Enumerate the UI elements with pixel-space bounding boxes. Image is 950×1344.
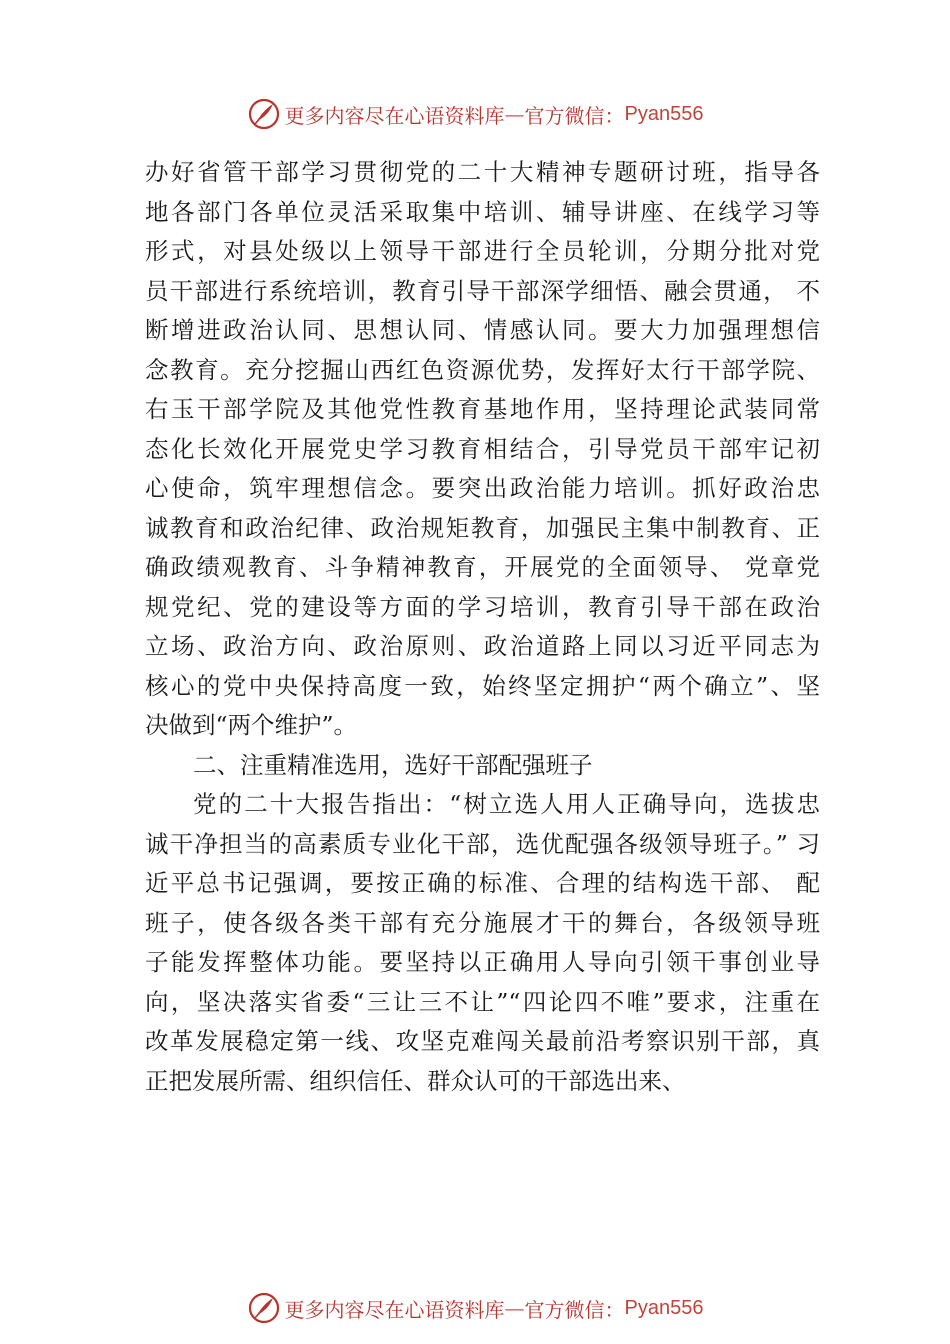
text-line: 办好省管干部学习贯彻党的二十大精神专题研讨班，指导各 xyxy=(145,158,820,186)
text-line: 立场、政治方向、政治原则、政治道路上同以习近平同志为 xyxy=(145,632,820,660)
text-line: 正把发展所需、组织信任、群众认可的干部选出来、 xyxy=(145,1066,686,1095)
watermark-wechat-id: Pyan556 xyxy=(624,102,704,125)
watermark-main-text: 更多内容尽在心语资料库 xyxy=(284,103,505,128)
text-line: 形式，对县处级以上领导干部进行全员轮训，分期分批对党 xyxy=(145,237,820,265)
text-line: 决做到“两个维护”。 xyxy=(145,711,358,739)
text-line: 向，坚决落实省委“三让三不让”“四论四不唯”要求，注重在 xyxy=(145,987,820,1016)
watermark-banner-top xyxy=(0,94,950,134)
text-line: 念教育。充分挖掘山西红色资源优势，发挥好太行干部学院、 xyxy=(145,355,820,384)
text-line: 规党纪、党的建设等方面的学习培训，教育引导干部在政治 xyxy=(145,592,820,621)
text-line: 诚教育和政治纪律、政治规矩教育，加强民主集中制教育、正 xyxy=(145,513,820,542)
watermark-main-text: 更多内容尽在心语资料库 xyxy=(284,1297,505,1322)
text-line: 党的二十大报告指出：“树立选人用人正确导向，选拔忠 xyxy=(193,790,820,818)
text-line: 确政绩观教育、斗争精神教育，开展党的全面领导、 党章党 xyxy=(145,553,820,581)
text-line: 子能发挥整体功能。要坚持以正确用人导向引领干事创业导 xyxy=(145,948,820,976)
text-line: 改革发展稳定第一线、攻坚克难闯关最前沿考察识别干部，真 xyxy=(145,1027,820,1055)
watermark-banner-bottom xyxy=(0,1288,950,1328)
feather-logo-icon xyxy=(247,1291,281,1325)
text-line: 右玉干部学院及其他党性教育基地作用，坚持理论武装同常 xyxy=(145,395,820,423)
text-line: 断增进政治认同、思想认同、情感认同。要大力加强理想信 xyxy=(145,316,820,344)
text-line: 员干部进行系统培训，教育引导干部深学细悟、融会贯通， 不 xyxy=(145,276,820,305)
watermark-sub-text: 官方微信： xyxy=(524,103,625,128)
text-line: 班子，使各级各类干部有充分施展才干的舞台，各级领导班 xyxy=(145,908,820,937)
text-line: 诚干净担当的高素质专业化干部，选优配强各级领导班子。” 习 xyxy=(145,829,820,858)
text-line: 态化长效化开展党史学习教育相结合，引导党员干部牢记初 xyxy=(145,434,820,463)
document-body xyxy=(145,153,820,1101)
section-heading: 二、注重精准选用，选好干部配强班子 xyxy=(193,750,593,779)
watermark-dash: — xyxy=(504,1296,525,1320)
text-line: 地各部门各单位灵活采取集中培训、辅导讲座、在线学习等 xyxy=(145,197,820,226)
text-line: 心使命，筑牢理想信念。要突出政治能力培训。抓好政治忠 xyxy=(145,474,820,502)
text-line: 核心的党中央保持高度一致，始终坚定拥护“两个确立”、坚 xyxy=(145,671,820,700)
watermark-sub-text: 官方微信： xyxy=(524,1297,625,1322)
feather-logo-icon xyxy=(247,97,281,131)
text-line: 近平总书记强调，要按正确的标准、合理的结构选干部、 配 xyxy=(145,869,820,897)
watermark-wechat-id: Pyan556 xyxy=(624,1296,704,1319)
watermark-dash: — xyxy=(504,102,525,126)
